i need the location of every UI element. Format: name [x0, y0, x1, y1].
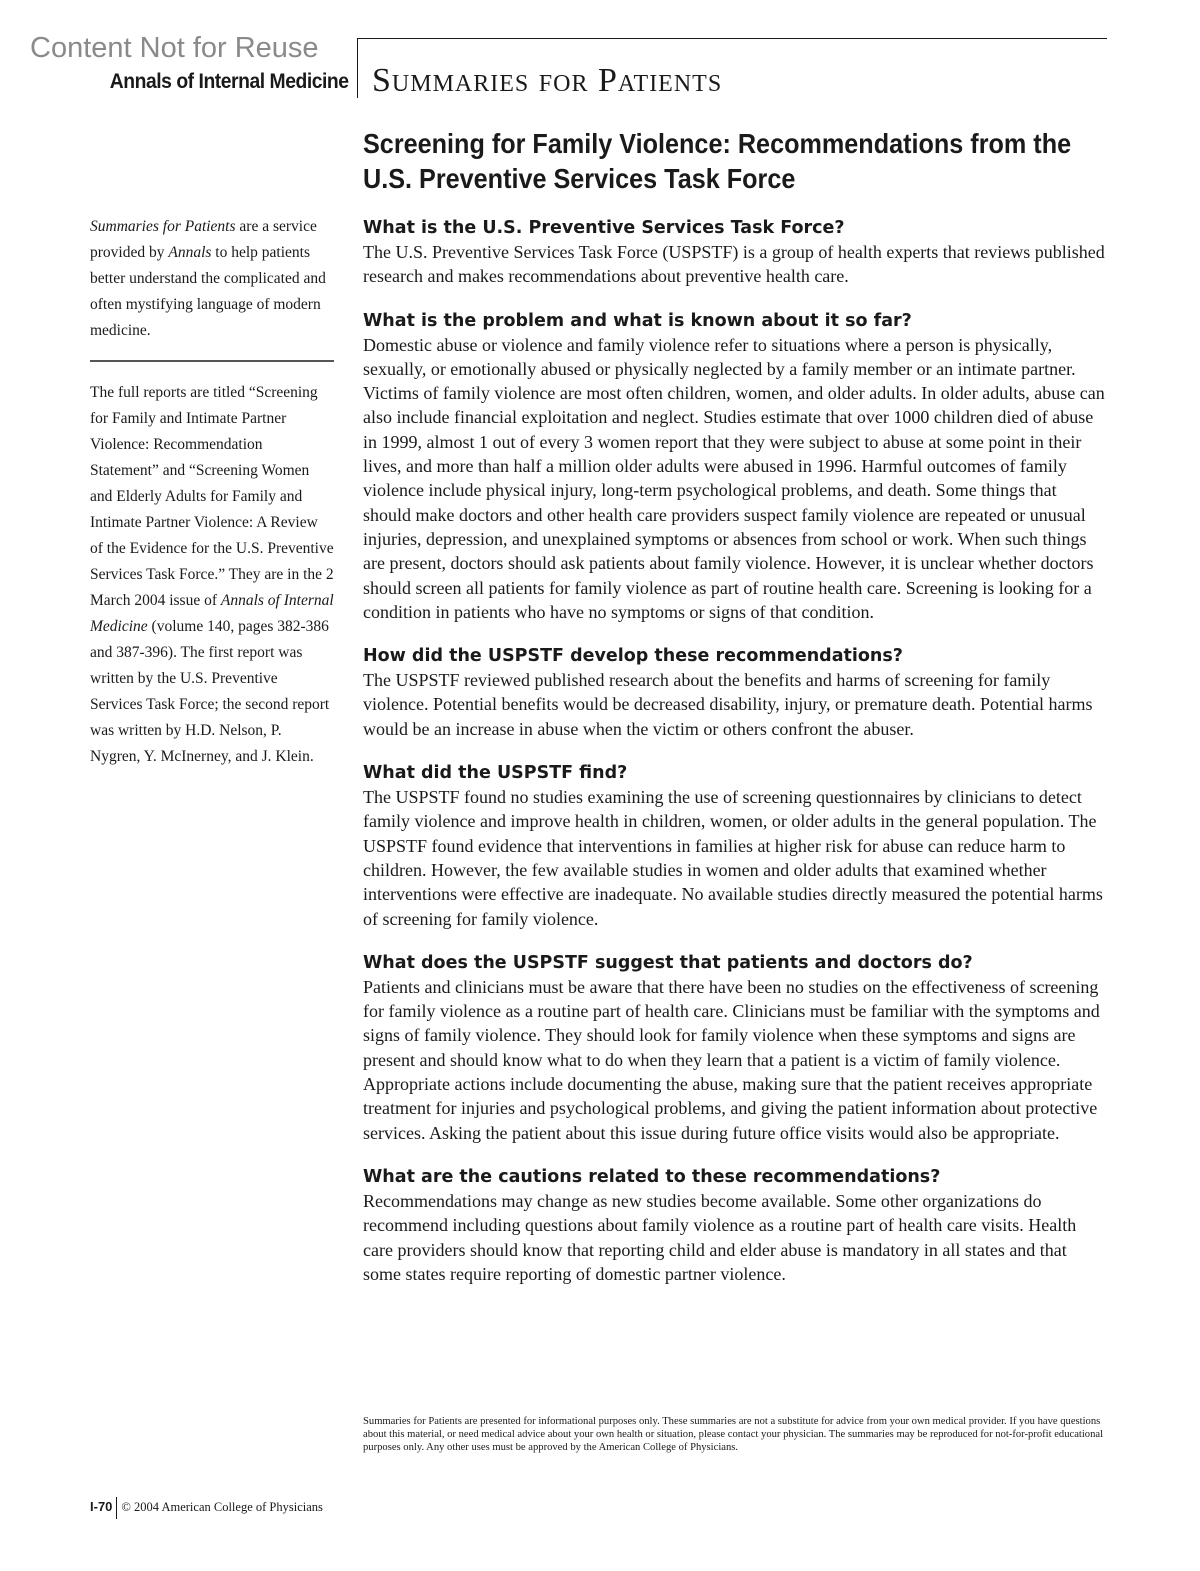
- sidebar-intro-emphasis: Summaries for Patients: [90, 218, 236, 235]
- section-heading: How did the USPSTF develop these recommendations?: [363, 646, 903, 667]
- section-method: [363, 644, 1108, 741]
- sidebar-reports: [90, 380, 334, 770]
- section-body: The USPSTF reviewed published research about the benefits and harms of screening for family violence. Potential benefits would be decreased disability, injury, or premature death. Potential harms would be an increase in abuse when the victim or others confront the abuser.: [363, 670, 1093, 739]
- copyright: © 2004 American College of Physicians: [121, 1499, 323, 1514]
- sidebar-reports-text: The full reports are titled “Screening for Family and Intimate Partner Violence: Recommendation Statement” and “Screening Women and Elderly Adults for Family and Intimate Partner Violence: A Review of the Evidence for the U.S. Preventive Services Task Force.” They are in the 2 March 2004 issue of: [90, 384, 334, 609]
- sidebar-intro: [90, 214, 334, 344]
- disclaimer: Summaries for Patients are presented for informational purposes only. These summaries are not a substitute for advice from your own medical provider. If you have questions about this material, or need medical advice about your own health or situation, please contact your physician. The summaries may be reproduced for not-for-profit educational purposes only. Any other uses must be approved by the American College of Physicians.: [363, 1416, 1104, 1453]
- section-heading: What is the problem and what is known about it so far?: [363, 310, 912, 331]
- footer-divider: [116, 1497, 117, 1519]
- page-footer: [90, 1497, 323, 1519]
- section-problem: [363, 309, 1108, 625]
- section-findings: [363, 761, 1108, 931]
- section-body: The U.S. Preventive Services Task Force (USPSTF) is a group of health experts that reviews published research and makes recommendations about preventive health care.: [363, 242, 1105, 287]
- section-heading: What are the cautions related to these recommendations?: [363, 1166, 941, 1187]
- journal-name: Annals of Internal Medicine: [110, 70, 349, 93]
- article-title: Screening for Family Violence: Recommendations from the U.S. Preventive Services Task Force: [363, 128, 1072, 194]
- header-rule: [357, 38, 1107, 39]
- section-body: The USPSTF found no studies examining the use of screening questionnaires by clinicians to detect family violence and improve health in children, women, or older adults in the general population. The USPSTF found evidence that interventions in families at higher risk for abuse can reduce harm to children. However, the few available studies in women and older adults that examined whether interventions were effective are inadequate. No available studies directly measured the potential harms of screening for family violence.: [363, 787, 1103, 929]
- section-heading: What is the U.S. Preventive Services Task Force?: [363, 218, 845, 238]
- section-heading: What does the USPSTF suggest that patients and doctors do?: [363, 952, 973, 973]
- sidebar-intro-text: are a service provided by: [90, 218, 317, 261]
- section-suggestions: [363, 951, 1108, 1145]
- section-cautions: [363, 1165, 1108, 1286]
- section-body: Patients and clinicians must be aware that there have been no studies on the effectiveness of screening for family violence as a routine part of health care. Clinicians must be familiar with the symptoms and signs of family violence. They should look for family violence when these symptoms and signs are present and should know what to do when they learn that a patient is a victim of family violence. Appropriate actions include documenting the abuse, making sure that the patient receives appropriate treatment for injuries and psychological problems, and giving the patient information about protective services. Asking the patient about this issue during future office visits would also be appropriate.: [363, 976, 1100, 1143]
- section-title: Summaries for Patients: [372, 62, 723, 99]
- sidebar-intro-text-2: to help patients better understand the complicated and often mystifying language of modern medicine.: [90, 244, 326, 339]
- sidebar-intro-emphasis-2: Annals: [168, 244, 212, 261]
- sidebar-reports-journal: Annals of Internal Medicine: [90, 592, 334, 635]
- section-heading: What did the USPSTF find?: [363, 763, 628, 784]
- section-uspstf: [363, 216, 1108, 289]
- main-content: [363, 216, 1108, 1306]
- sidebar: [90, 214, 334, 770]
- section-body: Domestic abuse or violence and family violence refer to situations where a person is physically, sexually, or emotionally abused or physically neglected by a family member or an intimate partner. Victims of family violence are most often children, women, and older adults. In older adults, abuse can also include financial exploitation and neglect. Studies estimate that over 1000 children died of abuse in 1999, almost 1 out of every 3 women report that they were subject to abuse at some point in their lives, and more than half a million older adults were abused in 1996. Harmful outcomes of family violence include physical injury, long-term psychological problems, and death. Some things that should make doctors and other health care providers suspect family violence are repeated or unusual injuries, depression, and unexplained symptoms or absences from school or work. When such things are present, doctors should ask patients about family violence. However, it is unclear whether doctors should screen all patients for family violence as part of routine health care. Screening is looking for a condition in patients who have no symptoms or signs of that condition.: [363, 334, 1105, 622]
- section-body: Recommendations may change as new studies become available. Some other organizations do recommend including questions about family violence as a routine part of health care visits. Health care providers should know that reporting child and elder abuse is mandatory in all states and that some states require reporting of domestic partner violence.: [363, 1190, 1077, 1284]
- sidebar-reports-text-2: (volume 140, pages 382-386 and 387-396). The first report was written by the U.S. Preventive Services Task Force; the second report was written by H.D. Nelson, P. Nygren, Y. McInerney, and J. Klein.: [90, 618, 330, 765]
- page-number: I-70: [90, 1498, 113, 1514]
- watermark: Content Not for Reuse: [30, 32, 319, 64]
- header-divider: [357, 38, 358, 98]
- sidebar-divider: [90, 360, 334, 362]
